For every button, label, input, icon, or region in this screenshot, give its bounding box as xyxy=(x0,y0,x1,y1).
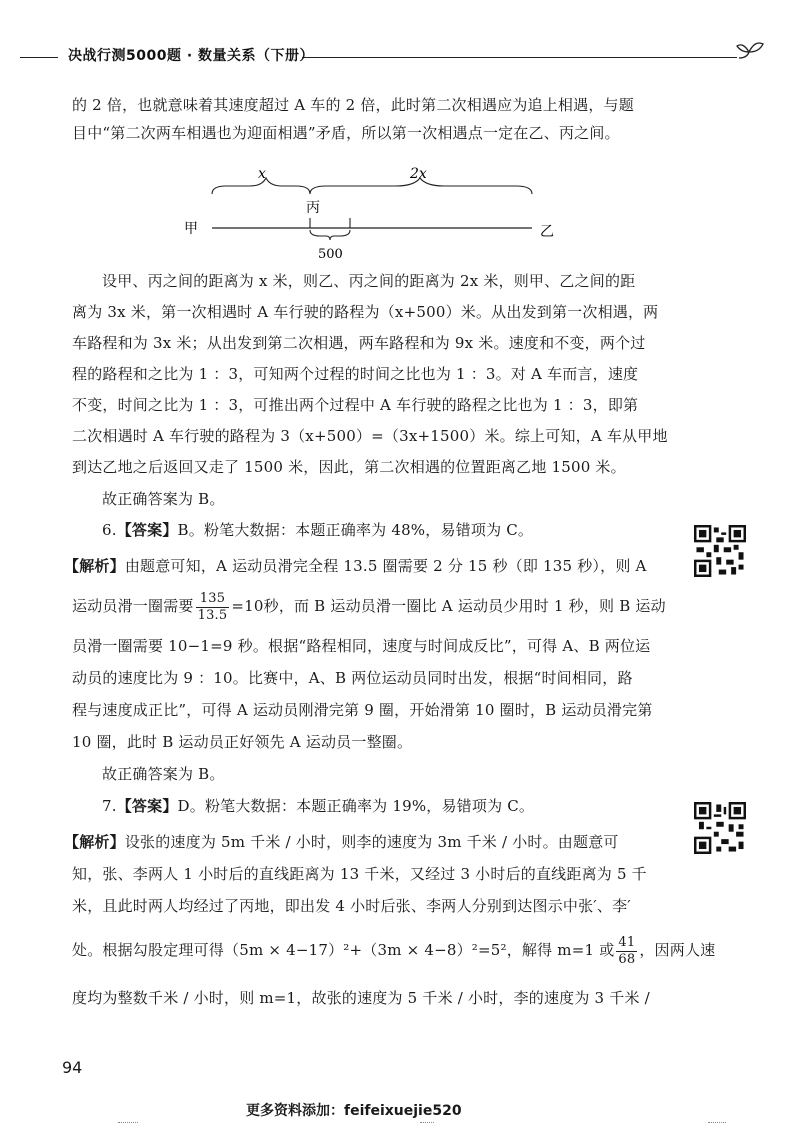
page-number: 94 xyxy=(62,1058,83,1077)
analysis-tag: 【解析】 xyxy=(64,833,125,851)
text-line: 知，张、李两人 1 小时后的直线距离为 13 千米，又经过 3 小时后的直线距离为 5 千 xyxy=(72,865,647,883)
label-jia: 甲 xyxy=(184,221,198,237)
qr-code-icon xyxy=(694,525,746,577)
text-line: 故正确答案为 B。 xyxy=(102,490,225,508)
label-yi: 乙 xyxy=(540,224,554,240)
text-line: 度均为整数千米 / 小时，则 m=1，故张的速度为 5 千米 / 小时，李的速度为 3 千米 / xyxy=(72,989,650,1007)
label-x: x xyxy=(258,166,266,182)
sprout-icon xyxy=(735,38,765,64)
analysis-line: 【解析】由题意可知，A 运动员滑完全程 13.5 圈需要 2 分 15 秒（即 135 秒），则 A xyxy=(64,557,647,575)
scan-artifact xyxy=(420,1122,434,1124)
text-line: 运动员滑一圈需要 $\frac{135}{13.5}$ =10秒，而 B 运动员滑一圈比 A 运动员少用时 1 秒，则 B 运动 xyxy=(72,590,666,623)
text-line: 离为 3x 米，第一次相遇时 A 车行驶的路程为（x+500）米。从出发到第一次相遇，两 xyxy=(72,303,659,321)
analysis-tag: 【解析】 xyxy=(64,557,125,575)
brace-500 xyxy=(310,230,350,240)
text-line: 10 圈，此时 B 运动员正好领先 A 运动员一整圈。 xyxy=(72,733,413,751)
text-line: 程的路程和之比为 1 ：3，可知两个过程的时间之比也为 1 ：3。对 A 车而言，速度 xyxy=(72,365,639,383)
text-line: 程与速度成正比”，可得 A 运动员刚滑完第 9 圈，开始滑第 10 圈时，B 运动员滑完第 xyxy=(72,701,653,719)
answer-tag: 【答案】 xyxy=(116,521,178,539)
scan-artifact xyxy=(118,1122,138,1124)
text-line: 的 2 倍，也就意味着其速度超过 A 车的 2 倍，此时第二次相遇应为追上相遇，与题 xyxy=(72,96,634,114)
header-rule-left xyxy=(20,57,58,58)
label-2x: 2x xyxy=(410,166,427,182)
text-line: 米，且此时两人均经过了丙地，即出发 4 小时后张、李两人分别到达图示中张′、李′ xyxy=(72,897,631,915)
text-line: 设甲、丙之间的距离为 x 米，则乙、丙之间的距离为 2x 米，则甲、乙之间的距 xyxy=(102,272,636,290)
text-line: 员滑一圈需要 10−1=9 秒。根据“路程相同，速度与时间成反比”，可得 A、B 两位运 xyxy=(72,637,651,655)
text-line: 不变，时间之比为 1 ：3，可推出两个过程中 A 车行驶的路程之比也为 1 ：3，即第 xyxy=(72,396,639,414)
text-line: 动员的速度比为 9 ：10。比赛中，A、B 两位运动员同时出发，根据“时间相同，路 xyxy=(72,669,633,687)
footer-note: 更多资料添加：feifeixuejie520 xyxy=(246,1103,462,1119)
distance-diagram xyxy=(170,160,570,270)
analysis-line: 【解析】设张的速度为 5m 千米 / 小时，则李的速度为 3m 千米 / 小时。由题意可 xyxy=(64,833,619,851)
page-header xyxy=(0,40,800,80)
text-line: 处。根据勾股定理可得（5m × 4−17）²+（3m × 4−8）²=5²，解得 m=1 或 $\frac{41}{68}$ ，因两人速 xyxy=(72,934,716,967)
fraction: $\frac{135}{13.5}$ xyxy=(197,590,228,623)
text-line: 故正确答案为 B。 xyxy=(102,765,225,783)
answer-line: 6.【答案】B。粉笔大数据：本题正确率为 48%，易错项为 C。 xyxy=(102,521,534,539)
label-500: 500 xyxy=(318,247,343,262)
answer-tag: 【答案】 xyxy=(116,797,178,815)
text-line: 车路程和为 3x 米；从出发到第二次相遇，两车路程和为 9x 米。速度和不变，两个过 xyxy=(72,334,646,352)
text-line: 目中“第二次两车相遇也为迎面相遇”矛盾，所以第一次相遇点一定在乙、丙之间。 xyxy=(72,124,620,142)
text-line: 二次相遇时 A 车行驶的路程为 3（x+500）=（3x+1500）米。综上可知，A 车从甲地 xyxy=(72,427,668,445)
qr-code-icon xyxy=(694,802,746,854)
header-title: 决战行测5000题 · 数量关系（下册） xyxy=(68,48,315,64)
fraction: $\frac{41}{68}$ xyxy=(618,934,636,967)
label-bing: 丙 xyxy=(306,200,320,216)
scan-artifact xyxy=(708,1122,726,1124)
answer-line: 7.【答案】D。粉笔大数据：本题正确率为 19%，易错项为 C。 xyxy=(102,797,535,815)
header-rule-right xyxy=(302,57,737,58)
text-line: 到达乙地之后返回又走了 1500 米，因此，第二次相遇的位置距离乙地 1500 米。 xyxy=(72,458,626,476)
